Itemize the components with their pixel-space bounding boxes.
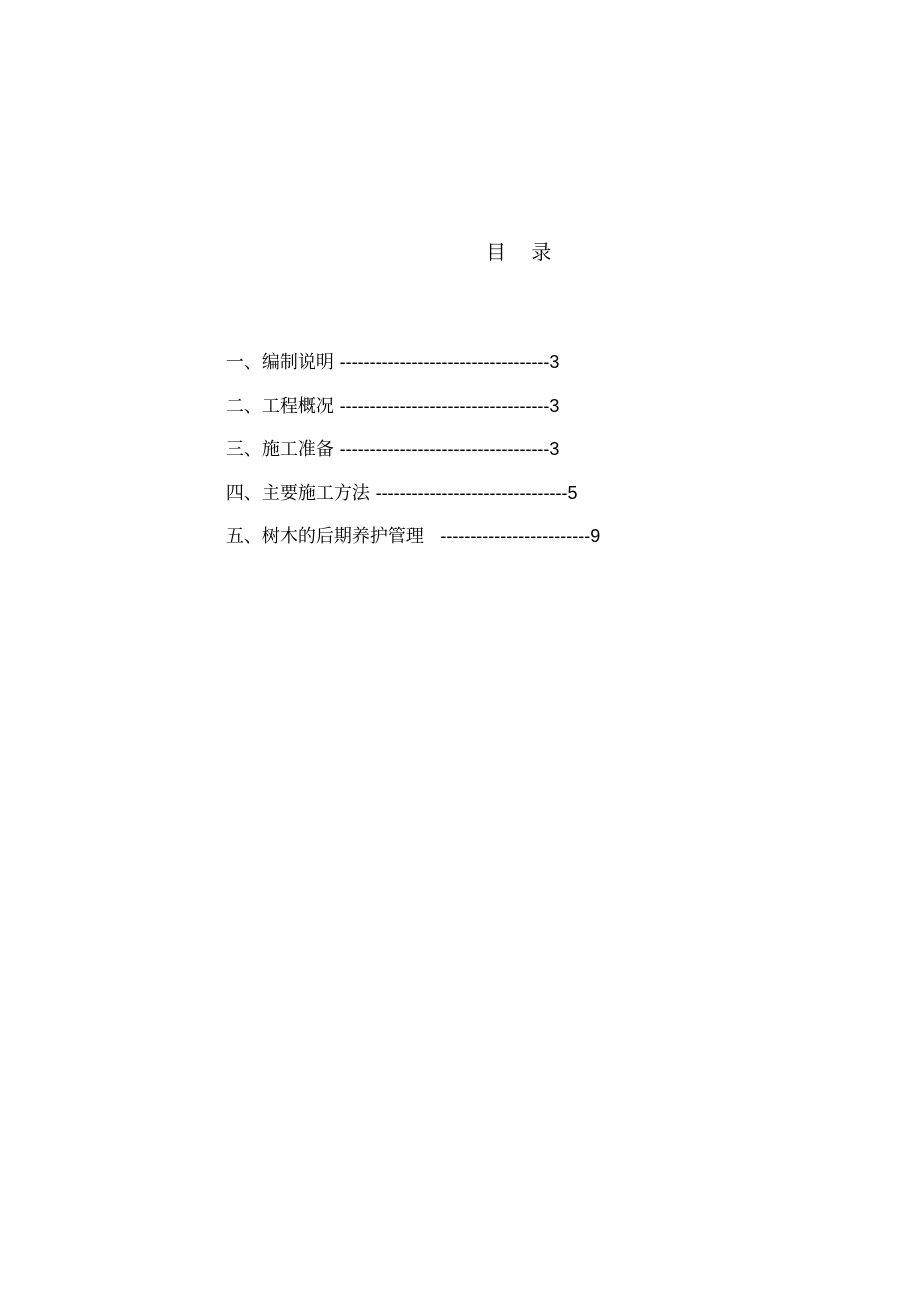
toc-title: 目 录	[486, 240, 552, 264]
toc-entry-leader-page: -----------------------------------3	[339, 352, 560, 372]
toc-entry-label: 一、编制说明	[225, 352, 340, 373]
table-of-contents	[203, 320, 601, 547]
toc-entry-label: 五、树木的后期养护管理	[225, 526, 436, 547]
toc-entry-leader-page: --------------------------------5	[375, 482, 578, 503]
toc-entry-label: 三、施工准备	[225, 439, 340, 460]
toc-entry-leader-page: -------------------------9	[435, 526, 601, 546]
toc-entry-leader-page: -----------------------------------3	[339, 439, 560, 459]
toc-entry-label: 四、主要施工方法	[225, 482, 376, 504]
toc-entry-leader-page: -----------------------------------3	[339, 395, 560, 416]
toc-entry-label: 二、工程概况	[225, 395, 340, 417]
toc-entry-1[interactable]	[203, 320, 600, 373]
